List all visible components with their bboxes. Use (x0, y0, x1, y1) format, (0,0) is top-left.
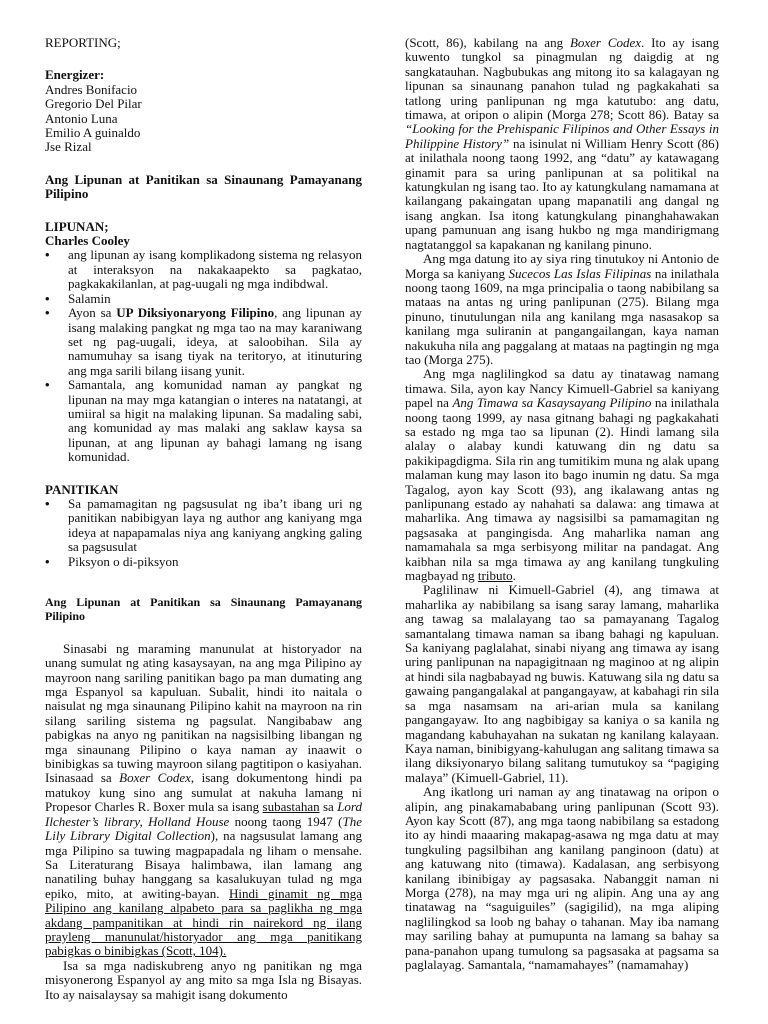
text: Ayon sa (68, 305, 117, 321)
text: ), na nagsusulat lamang ang mga Pilipino sa tuwing magpapadala ng liham o mensahe. Sa Literaturang Bisaya halimbawa, ilan lamang ang nanatiling buhay hanggang sa kasalukuyan tulad ng mga epiko, mito, at awiting-bayan. (45, 828, 362, 901)
text: noong taong 1947 ( (229, 813, 343, 829)
lily-library-title: The Lily Library Digital Collection (45, 813, 362, 844)
energizer-name: Andres Bonifacio (45, 81, 138, 97)
text: , ang lipunan ay isang malaking pangkat ng mga tao na may karaniwang set ng pag-uugali, ideya, at saloobihan. Sila ay namumuhay sa isang tiyak na teritoryo, at itinuturing ang mga sarili bilang iisang yunit. (68, 305, 362, 378)
energizer-name: Emilio A guinaldo (45, 125, 141, 141)
paragraph (45, 642, 362, 959)
tributo-text: tributo (477, 568, 513, 584)
text: Ang mga naglilingkod sa datu ay tinatawag namang timawa. Sila, ayon kay Nancy Kimuell-Gabriel sa kaniyang papel na (405, 366, 719, 411)
text: . Ito ay isang kuwento tungkol sa pinagmulan ng daigdig at ng sangkatauhan. Nagbubukas ang mitong ito sa kalagayan ng lipunan sa sinaunang panahon tulad ng pagkakahati sa tatlong uring panlipunan ng mga katutubo: ang datu, timawa, at oripon o alipin (Morga 278; Scott 86). Batay sa (405, 35, 719, 123)
list-item: • Samantala, ang komunidad naman ay pangkat ng lipunan na may mga katangian o interes na natatangi, at umiiral sa higit na malaking lipunan. Sa madaling sabi, ang komunidad ay mas malaki ang saklaw kaysa sa lipunan, at ang lipunan ay bahagi lamang ng isang komunidad. (68, 378, 362, 464)
underlined-statement: Hindi ginamit ng mga Pilipino ang kanilang alpabeto para sa paglikha ng mga akdang pampanitikan at hindi rin nairekord ng ilang prayleng manunulat/historyador ang mga panitikang pabigkas o binibigkas (Scott, 104). (45, 885, 362, 959)
timawa-paper-title: Ang Timawa sa Kasaysayang Pilipino (452, 395, 652, 411)
list-item: • Salamin (68, 292, 362, 306)
paragraph (405, 252, 719, 367)
energizer-name: Gregorio Del Pilar (45, 96, 142, 112)
text: na isinulat ni William Henry Scott (86) at inilathala noong taong 1992, ang “datu” ay katawagang ginamit para sa uring panlipunan at sa politikal na katungkulan ng isang tao. Ito ay katungkulang namamana at kailangang pakaingatan upang mapanatili ang dangal ng isang angkan. Isa itong katungkulang pinanghahawakan upang pamunuan ang isang hukbo ng mga mandirigmang nagtatanggol sa kapakanan ng kanilang pinuno. (405, 135, 719, 252)
subastahan-text: subastahan (262, 799, 320, 815)
left-column (45, 36, 362, 1002)
lipunan-list (45, 248, 362, 464)
main-title: Ang Lipunan at Panitikan sa Sinaunang Pamayanang Pilipino (45, 171, 362, 202)
panitikan-list (45, 497, 362, 569)
paragraph: Isa sa mga nadiskubreng anyo ng panitikan ng mga misyonerong Espanyol ay ang mito sa mga Isla ng Bisayas. Ito ay naisalaysay sa mahigit isang dokumento (45, 957, 362, 1002)
sucesos-title: Sucecos Las Islas Filipinas (508, 265, 652, 281)
energizer-label: Energizer: (45, 67, 105, 83)
up-diksiyonaryo-name: UP Diksiyonaryong Filipino (116, 305, 275, 321)
text: Sinasabi ng maraming manunulat at historyador na unang sumulat ng ating kasaysayan, na ang mga Pilipino ay mayroon nang sariling panitikan bago pa man dumating ang mga Espanyol sa kapuluan. Subalit, hindi ito naitala o naisulat ng mga sinaunang Pilipino kahit na mayroon na rin silang sariling sistema ng pagsulat. Nangibabaw ang pabigkas na anyo ng panitikan na nagsisilbing libangan ng mga sinaunang Pilipino o kaya naman ay inaawit o binibigkas sa tuwing mayroon silang pagtitipon o kasiyahan. Isinasaad sa (45, 640, 362, 786)
reporting-label: REPORTING; (45, 35, 121, 50)
right-column (405, 36, 719, 972)
text: Ang mga datung ito ay siya ring tinutukoy ni Antonio de Morga sa kaniyang (405, 251, 719, 281)
paragraph (405, 367, 719, 583)
energizer-name: Antonio Luna (45, 110, 118, 126)
text: . (512, 568, 516, 584)
list-item: • Sa pamamagitan ng pagsusulat ng iba’t ibang uri ng panitikan nabibigyan laya ng author ang kaniyang mga ideya at napapamalas niya ang kaniyang angking galing sa pagsusulat (68, 497, 362, 555)
text: (Scott, 86), kabilang na ang (405, 35, 570, 50)
text: sa (319, 799, 338, 815)
list-item (68, 306, 362, 378)
boxer-codex-title: Boxer Codex (569, 35, 642, 50)
paragraph: Ang ikatlong uri naman ay ang tinatawag na oripon o alipin, ang pinakamababang uring panlipunan (Scott 93). Ayon kay Scott (87), ang mga taong nabibilang sa estadong ito ay hindi maaaring makapag-asawa ng mga datu at may tungkuling pagsilbihan ang kanilang panginoon (datu) at ang katuwang nito (timawa). Kadalasan, ang serbisyong kanilang ibinibigay ay pagsasaka. Nabanggit naman ni Morga (278), na may mga uri ng alipin. Ang una ay ang tinatawag na “saguiguiles” (sagigilid), na mga aliping naglilingkod sa loob ng bahay o tahanan. May iba namang may sariling bahay at pumupunta na lamang sa bahay sa pana-panahon upang tumulong sa pagsasaka at pagsama sa paglalayag. Samantala, “namamahayes” (namamahay) (405, 784, 719, 972)
looking-for-title: “Looking for the Prehispanic Filipinos and Other Essays in Philippine History” (405, 121, 719, 151)
boxer-codex-title: Boxer Codex (119, 770, 191, 786)
energizer-name: Jse Rizal (45, 139, 92, 155)
lipunan-heading: LIPUNAN; (45, 218, 109, 234)
text: , isang dokumentong hindi pa matukoy kung sino ang sumulat at nakuha lamang ni Propesor Charles R. Boxer mula sa isang (45, 770, 362, 815)
list-item: • ang lipunan ay isang komplikadong sistema ng relasyon at interaksyon na nakakaapekto sa pagkatao, pagkakakilanlan, at pag-uugali ng mga indibdwal. (68, 248, 362, 291)
paragraph: Paglilinaw ni Kimuell-Gabriel (4), ang timawa at maharlika ay nabibilang sa isang saray lamang, maharlika ang tawag sa malalayang tao sa pamayanang Tagalog samantalang timawa naman sa ibang bahagi ng kapuluan. Sa kaniyang paglalahat, sinabi niyang ang timawa ay isang uring panlipunan na napagigitnaan ng maginoo at ng alipin at hindi sila nagbabayad ng buwis. Katuwang sila ng datu sa gawaing pangangalakal at pangangayaw, at kabahagi rin sila sa mga nasamsam na ari-arian mula sa kanilang pangangayaw. Ito ang nagbibigay sa kaniya o sa kanila ng magandang kabuhayahan na sukatan ng kanilang kalayaan. Kaya naman, binibigyang-kahulugan ang salitang timawa sa ilang diksiyonaryo bilang salitang tumutukoy sa “pagiging malaya” (Kimuell-Gabriel, 11). (405, 582, 719, 785)
panitikan-heading: PANITIKAN (45, 481, 119, 497)
lord-ilchester-title: Lord Ilchester’s library, Holland House (45, 799, 362, 829)
list-item: • Piksyon o di-piksyon (68, 555, 362, 569)
text: na inilathala noong taong 1609, na mga principalia o taong nabibilang sa mataas na antas ng uring panlipunan (275). Bilang mga pinuno, tinutulungan nila ang kanilang mga nasasakop sa kanilang mga suliranin at pangangailangan, kaya naman nakukuha nila ang paggalang at mataas na pagtingin ng mga tao (Morga 275). (405, 265, 720, 367)
section-title: Ang Lipunan at Panitikan sa Sinaunang Pamayanang Pilipino (45, 595, 362, 624)
paragraph (405, 36, 719, 252)
lipunan-author: Charles Cooley (45, 233, 130, 249)
text: na inilathala noong taong 1999, ay nasa gitnang bahagi ng pagkakahati sa estado ng mga tao sa lipunan (2). Hindi lamang sila alalay o alabay kundi katuwang din ng datu sa pakikipagdigma. Sila rin ang tumitikim muna ng alak upang malaman kung may lason ito bago inumin ng datu. Sa mga Tagalog, ayon kay Scott (93), ang ikalawang antas ng panlipunang estado ay nahahati sa dalawa: ang timawa at maharlika. Ang timawa ay nagsisilbi sa pamamagitan ng pagsasaka at pangingisda. Ang maharlika naman ang namamahala sa mga serbisyong militar na pandagat. Ang kaibhan nila sa mga timawa ay ang kanilang tungkuling magbayad ng (405, 395, 720, 584)
